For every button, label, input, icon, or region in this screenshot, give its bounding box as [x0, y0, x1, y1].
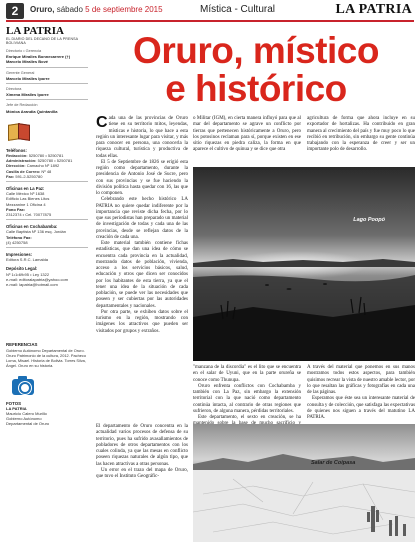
article-title	[96, 32, 416, 108]
divider	[6, 219, 88, 220]
page-number: 2	[6, 3, 24, 19]
photo-caption-lake: Lago Poopó	[353, 217, 385, 223]
section-name: Mística - Cultural	[200, 4, 276, 15]
header-date	[30, 5, 163, 14]
header-date-day: sábado	[56, 5, 83, 14]
staff-block-0: Directorio • Gerencia Enrique Miralles Bonnecarrere (†) Marcelo Miralles Bové	[6, 49, 71, 65]
article-title-line-2: e histórico	[165, 68, 347, 109]
divider	[6, 247, 88, 248]
masthead-sidebar: LA PATRIA EL DIARIO DEL DECANO DE LA PRENSA BOLIVIANA Directorio • Gerencia Enrique Miralles Bonnecarrere (†) Marcelo Miralles Bové Gerente General Marcelo Miralles Iporre Directora Ximena Miralles Iporre Jefe de Redacción Mónica Arandia Quintanilla Teléfonos: Redacción: 5250780 • 5250781 Administración: 5250780 • 5250781 Dirección: Camacho Nº 1892 Casilla de Correo: Nº 48 Fax: 591-2-5250780 Oficinas en La Paz: Calle México Nº 1638 Edificio Las Bienes Litos Mezzanine 1 Oficina 4 Fono Fax: 2312374 • Cel. 70077875 Oficinas en Cochabamba: Calle Baptista Nº 136 esq. Jordán Teléfono Fax: (4) 4250758 Impresiones: Editora S.R.C. Lamalda Depósito Legal: Nº 1•1•69•95 • Ley 1322 e-mail: editoralapatria@yahoo.com e-mail: lapatria@hotmail.com REFERENCIAS Gobierno Autónomo Departamental de Oruro. Oruro Patrimonio de la cultura, 2012. Pacheco Loma, Misael. Historia de Bolivia. Torres Silva, Ángel. Oruro en su historia. FOTOS LA PATRIA Mauricio Calero Murillo Gobierno Autónomo Departamental de Oruro	[6, 25, 87, 427]
office-cochabamba: Oficinas en Cochabamba: Calle Baptista Nº 136 esq. Jordán Teléfono Fax: (4) 4250758	[6, 224, 66, 245]
article-column-5: A través del material que ponemos en sus manos mostramos todos estos aspectos, para también quisimos recrear la vista de nuestro amable lector, por lo que resaltan las gráficas y fotografías en cada una de las páginas. Esperamos que éste sea un interesante material de consulta y de colección, que satisfaga las expectativas de quienes nos siguen a través del matutino LA PATRIA.	[307, 365, 416, 420]
references-title: REFERENCIAS	[6, 342, 38, 348]
header-city: Oruro,	[30, 5, 55, 14]
article-column-1: Cada una de las provincias de Oruro tiene en su territorio mitos, leyendas, místicas e historia, lo que hace a esta región un interesante lugar para visitar, y más para conocer en persona, una conocerla la riqueza cultural, turística y productiva de todas ellas. El 5 de Septiembre de 1826 se erigió esta región como departamento, durante la presidencia de Antonio José de Sucre, pero con sus provincias y se fue haciendo la división política hasta quedar con 16, las que lo componen. Celebrando este hecho histórico LA PATRIA no quiere quedar indiferente por la importancia que reviste dicha fecha, por lo que sus periodistas han preparado un material de investigación de todas y cada una de las provincias, desde se reflejan datos de la creación de cada una. Este material también contiene fichas estadísticas, que dan una idea de cómo se encuentra cada provincia en la actualidad, mostrando datos de población, vivienda, acceso a los servicios básicos, salud, educación y otros que dicen ser conocidos por los habitantes de esta tierra, ya que el tener una idea de la situación de cada población, se puede ver las necesidades que poseen y ser cubiertas por las autoridades departamentales y nacionales. Por otra parte, se exhiben datos sobre el turismo en la región, mostrando con imágenes los atractivos que pueden ser visitados por grupos y extraños.	[96, 114, 188, 334]
article-column-6: El departamento de Oruro concentra en la actualidad varios procesos de defensa de su territorio, pues ha sufrido avasallamientos de pobladores de otros departamentos con los cuales colinda, ya que las mesas en conflicto poseen riquezas naturales de algún tipo, que las hacen atractivas a otras personas. Un error en el trazo del mapa de Oruro, que tuvo el Instituto Geográfic-	[96, 424, 188, 479]
staff-block-2: Directora Ximena Miralles Iporre	[6, 87, 49, 98]
divider	[6, 83, 88, 84]
header-brand: LA PATRIA	[335, 2, 412, 17]
legal-deposit: Depósito Legal: Nº 1•1•69•95 • Ley 1322 e-mail: editoralapatria@yahoo.com e-mail: lapatria@hotmail.com	[6, 266, 88, 287]
header-rule	[6, 20, 414, 22]
photo-caption-salt-flat: Salar de Coipasa	[311, 460, 356, 466]
references-text: Gobierno Autónomo Departamental de Oruro. Oruro Patrimonio de la cultura, 2012. Pacheco Loma, Misael. Historia de Bolivia. Torres Silva, Ángel. Oruro en su historia.	[6, 347, 87, 368]
divider	[6, 99, 88, 100]
salt-flat-image	[193, 424, 415, 542]
drop-cap: C	[96, 114, 108, 131]
printer-info: Impresiones: Editora S.R.C. Lamalda	[6, 252, 49, 263]
masthead-tagline: EL DIARIO DEL DECANO DE LA PRENSA BOLIVIANA	[6, 37, 78, 45]
article-column-3-top: agricultura de forma que ahora incluye en su exportador de hortalizas. Ha contribuido en gran manera al crecimiento del país y fue muy poco lo que recibió en retribución, sin embargo su gente continúa trabajando con la esperanza de creer y ser un importante polo de desarrollo.	[307, 116, 415, 153]
divider	[6, 181, 88, 182]
page-header	[0, 0, 420, 22]
photos-title: FOTOS	[6, 400, 22, 406]
article-column-4: "manzana de la discordia" es el lito que se encuentra en el salar de Uyuni, que en la parte orureña se conoce como Thunupa. Oruro enfrenta conflictos con Cochabamba y también con La Paz, sin embargo la extensión territorial con la que nació como departamento continúa intacta, al contrario de otras regiones que sufrieron, de alguna manera, pérdidas territoriales. Este departamento, el sexto en creación, se ha	[193, 365, 301, 420]
staff-block-1: Gerente General Marcelo Miralles Iporre	[6, 70, 50, 81]
email-2: e-mail: lapatria@hotmail.com	[6, 282, 58, 288]
article-title-line-1: Oruro, místico	[133, 30, 379, 71]
staff-block-3: Jefe de Redacción Mónica Arandia Quintanilla	[6, 103, 58, 114]
article-column-2-top: o Militar (IGM), en cierta manera influyó para que al mar del departamento se agrave un conflicto por tierras que pertenecen históricamente a Oruro, pero los potosinos reclaman para sí, porque existen en ese sitio riquezas en piedra caliza, la forma en que aparece el cultivo de quinua y se dice que otra	[193, 116, 301, 153]
newspaper-book-logo	[6, 118, 36, 144]
email-1: e-mail: editoralapatria@yahoo.com	[6, 276, 69, 282]
camera-icon	[12, 374, 38, 398]
office-la-paz: Oficinas en La Paz: Calle México Nº 1638 Edificio Las Bienes Litos Mezzanine 1 Oficina 4 Fono Fax: 2312374 • Cel. 70077875	[6, 186, 52, 218]
masthead-brand: LA PATRIA	[6, 25, 64, 37]
divider	[6, 67, 88, 68]
contacts-block: Teléfonos: Redacción: 5250780 • 5250781 Administración: 5250780 • 5250781 Dirección: Camacho Nº 1892 Casilla de Correo: Nº 48 Fax: 591-2-5250780	[6, 147, 73, 179]
header-date-rest: 5 de septiembre 2015	[85, 5, 163, 14]
lake-sunset-image	[193, 167, 415, 361]
photo-salt-flat	[193, 424, 415, 542]
photo-lake-sunset	[193, 167, 415, 361]
